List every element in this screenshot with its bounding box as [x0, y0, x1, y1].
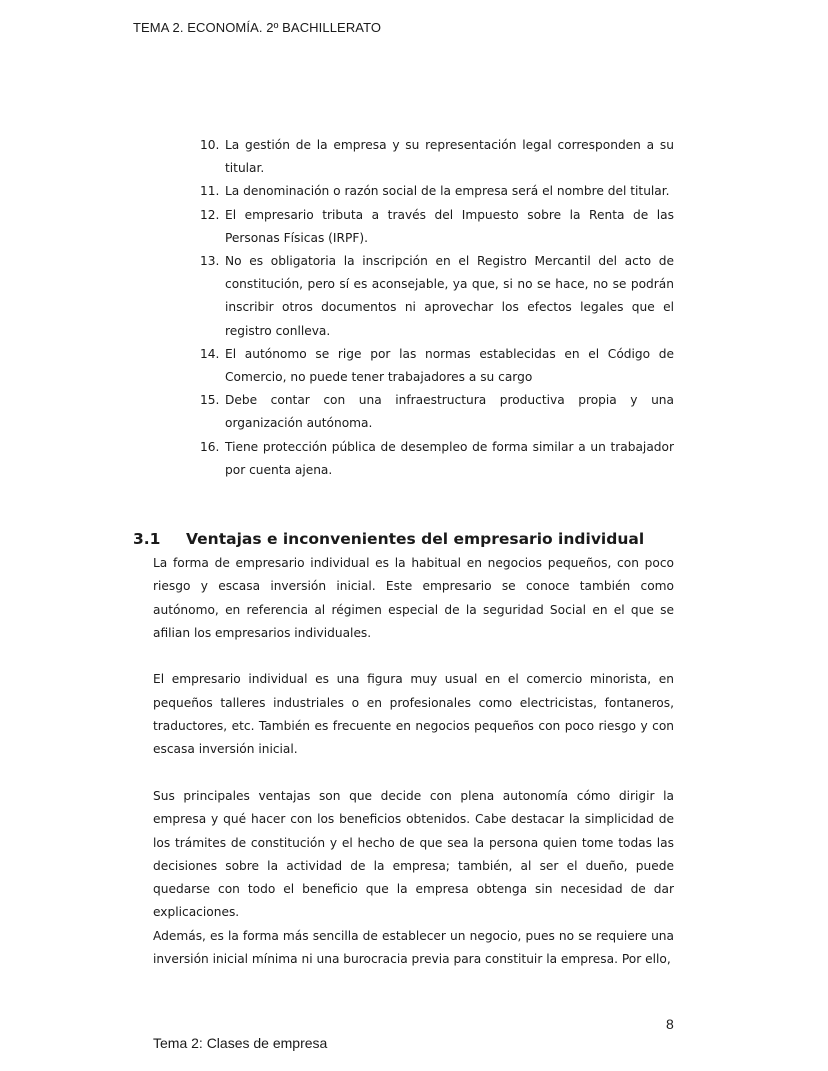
page-footer: Tema 2: Clases de empresa — [153, 1035, 328, 1051]
list-item — [200, 180, 674, 203]
list-number: 12. — [200, 207, 220, 222]
list-text: El autónomo se rige por las normas establecidas en el Código de Comercio, no puede tener trabajadores a su cargo — [225, 346, 674, 385]
list-item — [200, 389, 674, 435]
page-header: TEMA 2. ECONOMÍA. 2º BACHILLERATO — [133, 20, 382, 35]
list-number: 15. — [200, 393, 220, 408]
list-text: Tiene protección pública de desempleo de forma similar a un trabajador por cuenta ajena. — [225, 439, 674, 477]
list-number: 11. — [200, 184, 220, 199]
section-number: 3.1 — [133, 530, 161, 548]
paragraph: Sus principales ventajas son que decide con plena autonomía cómo dirigir la empresa y qué hacer con los beneficios obtenidos. Cabe destacar la simplicidad de los trámites de constitución y el hecho de que sea la persona quien tome todas las decisiones sobre la actividad de la empresa; también, al ser el dueño, puede quedarse con todo el beneficio que la empresa obtenga sin necesidad de dar explicaciones. — [153, 788, 674, 920]
list-number: 13. — [200, 254, 220, 269]
list-number: 16. — [200, 439, 220, 454]
list-text: La denominación o razón social de la empresa será el nombre del titular. — [225, 184, 670, 199]
section-heading — [133, 530, 644, 548]
list-item — [200, 204, 674, 250]
list-text: La gestión de la empresa y su representación legal corresponden a su titular. — [225, 138, 674, 176]
list-text: Debe contar con una infraestructura productiva propia y una organización autónoma. — [225, 393, 674, 431]
list-text: El empresario tributa a través del Impuesto sobre la Renta de las Personas Físicas (IRPF). — [225, 207, 674, 245]
list-item — [200, 436, 674, 482]
paragraph: El empresario individual es una figura muy usual en el comercio minorista, en pequeños talleres industriales o en profesionales como electricistas, fontaneros, traductores, etc. También es frecuente en negocios pequeños con poco riesgo y con escasa inversión inicial. — [153, 672, 674, 757]
section-body — [153, 552, 674, 995]
list-item — [200, 134, 674, 180]
list-item — [200, 250, 674, 343]
characteristics-list — [200, 134, 674, 482]
section-title: Ventajas e inconvenientes del empresario individual — [186, 530, 645, 548]
page-number: 8 — [666, 1016, 674, 1032]
list-number: 10. — [200, 138, 220, 152]
list-item — [200, 343, 674, 389]
paragraph: Además, es la forma más sencilla de establecer un negocio, pues no se requiere una inversión inicial mínima ni una burocracia previa para constituir la empresa. Por ello, — [153, 928, 674, 967]
paragraph: La forma de empresario individual es la habitual en negocios pequeños, con poco riesgo y escasa inversión inicial. Este empresario se conoce también como autónomo, en referencia al régimen especial de la seguridad Social en el que se afilian los empresarios individuales. — [153, 556, 674, 640]
list-text: No es obligatoria la inscripción en el Registro Mercantil del acto de constitución, pero sí es aconsejable, ya que, si no se hace, no se podrán inscribir otros documentos ni aprovechar los efectos legales que el registro conlleva. — [225, 254, 674, 338]
list-number: 14. — [200, 346, 220, 361]
